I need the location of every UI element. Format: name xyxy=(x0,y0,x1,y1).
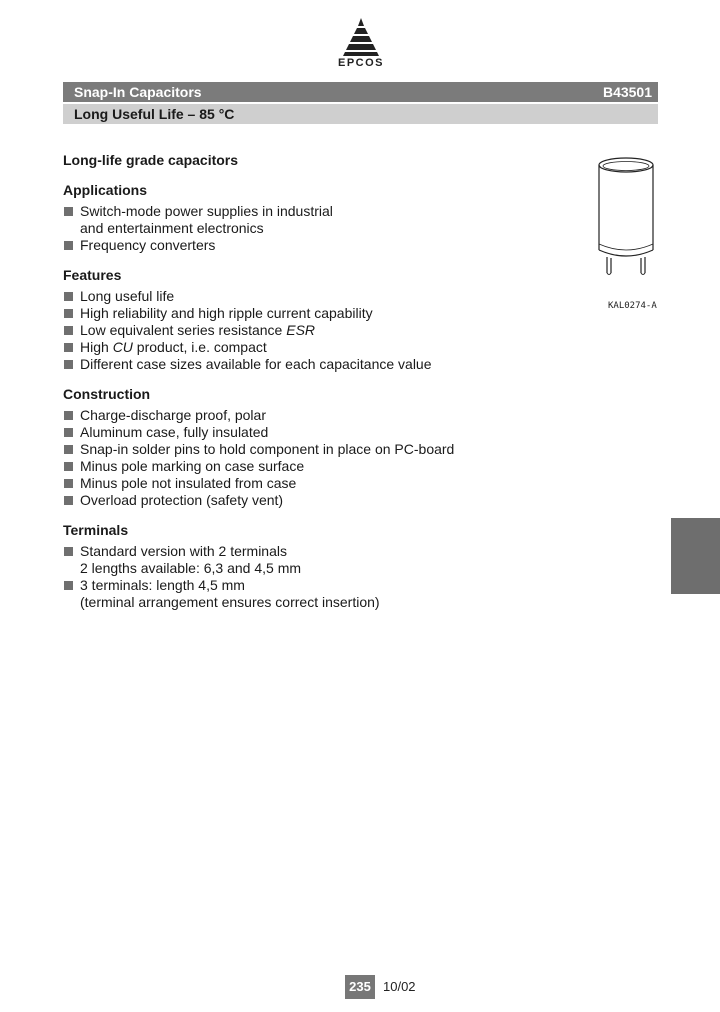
list-item-text: (terminal arrangement ensures correct insertion) xyxy=(80,594,380,610)
list-item xyxy=(63,322,583,339)
list-item xyxy=(63,305,583,322)
section-title: Applications xyxy=(63,182,148,198)
list-item xyxy=(63,407,583,424)
square-bullet-icon xyxy=(64,479,73,488)
applications-list xyxy=(63,203,583,254)
page-subtitle: Long Useful Life – 85 °C xyxy=(74,106,235,122)
square-bullet-icon xyxy=(64,207,73,216)
list-item xyxy=(63,492,583,509)
applications-section xyxy=(63,182,583,254)
list-item-text: High xyxy=(80,339,113,355)
list-item-text: Long useful life xyxy=(80,288,175,304)
construction-section xyxy=(63,386,583,509)
list-item-italic: CU xyxy=(112,339,133,355)
page-title: Snap-In Capacitors xyxy=(74,84,202,100)
features-section xyxy=(63,267,583,373)
list-item-text: Charge-discharge proof, polar xyxy=(80,407,266,423)
square-bullet-icon xyxy=(64,428,73,437)
list-item-text: Low equivalent series resistance xyxy=(80,322,287,338)
square-bullet-icon xyxy=(64,581,73,590)
list-item-text: and entertainment electronics xyxy=(80,220,264,236)
list-item xyxy=(63,441,583,458)
side-tab-marker xyxy=(671,518,720,594)
section-title: Features xyxy=(63,267,122,283)
main-content xyxy=(63,152,583,624)
section-title: Terminals xyxy=(63,522,129,538)
square-bullet-icon xyxy=(64,360,73,369)
issue-date: 10/02 xyxy=(383,979,416,994)
capacitor-figure xyxy=(592,155,664,285)
list-item-text: Overload protection (safety vent) xyxy=(80,492,284,508)
header-band xyxy=(63,82,658,102)
subheader-band xyxy=(63,104,658,124)
section-title: Construction xyxy=(63,386,151,402)
square-bullet-icon xyxy=(64,292,73,301)
list-item-text: product, i.e. compact xyxy=(132,339,267,355)
list-item-text: Frequency converters xyxy=(80,237,216,253)
list-item xyxy=(63,458,583,475)
list-item xyxy=(63,577,583,611)
list-item-text: 2 lengths available: 6,3 and 4,5 mm xyxy=(80,560,302,576)
epcos-triangle-icon xyxy=(335,16,387,58)
grade-heading: Long-life grade capacitors xyxy=(63,152,239,168)
figure-caption: KAL0274-A xyxy=(608,301,657,311)
list-item-text: Minus pole marking on case surface xyxy=(80,458,305,474)
part-number: B43501 xyxy=(602,84,652,100)
features-list xyxy=(63,288,583,373)
list-item xyxy=(63,356,583,373)
list-item xyxy=(63,288,583,305)
list-item-text: Aluminum case, fully insulated xyxy=(80,424,269,440)
list-item-text: Standard version with 2 terminals xyxy=(80,543,287,559)
list-item xyxy=(63,424,583,441)
list-item-text: Minus pole not insulated from case xyxy=(80,475,297,491)
list-item-text: Snap-in solder pins to hold component in place on PC-board xyxy=(80,441,455,457)
capacitor-drawing-icon xyxy=(592,155,664,285)
list-item-text: Different case sizes available for each capacitance value xyxy=(80,356,432,372)
list-item-italic: ESR xyxy=(286,322,316,338)
square-bullet-icon xyxy=(64,411,73,420)
page-number: 235 xyxy=(345,975,375,999)
list-item xyxy=(63,543,583,577)
list-item-text: 3 terminals: length 4,5 mm xyxy=(80,577,245,593)
list-item-text: High reliability and high ripple current capability xyxy=(80,305,373,321)
terminals-section xyxy=(63,522,583,611)
logo-text: EPCOS xyxy=(337,57,384,69)
square-bullet-icon xyxy=(64,309,73,318)
square-bullet-icon xyxy=(64,547,73,556)
epcos-logo xyxy=(326,14,396,74)
square-bullet-icon xyxy=(64,326,73,335)
construction-list xyxy=(63,407,583,509)
square-bullet-icon xyxy=(64,445,73,454)
list-item-text: Switch-mode power supplies in industrial xyxy=(80,203,333,219)
square-bullet-icon xyxy=(64,462,73,471)
list-item xyxy=(63,339,583,356)
list-item xyxy=(63,475,583,492)
square-bullet-icon xyxy=(64,343,73,352)
square-bullet-icon xyxy=(64,241,73,250)
square-bullet-icon xyxy=(64,496,73,505)
list-item xyxy=(63,203,583,237)
list-item xyxy=(63,237,583,254)
terminals-list xyxy=(63,543,583,611)
